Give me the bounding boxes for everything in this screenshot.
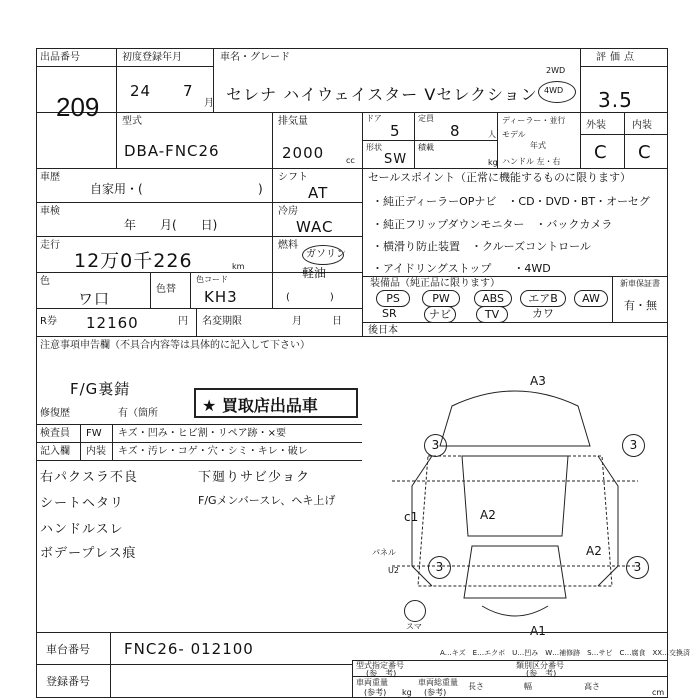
fuel-paren: ( ) [286, 292, 334, 303]
height-label: 高さ [584, 682, 600, 691]
equip-aw: AW [574, 290, 608, 307]
damage-mark-u2: U2 [388, 566, 399, 575]
vehicle-weight-kg: kg [402, 688, 412, 697]
kg-unit: kg [488, 158, 498, 167]
equip-tv: TV [476, 306, 508, 323]
equip-kawa: カワ [532, 307, 554, 320]
color-code-label: 色コード [196, 275, 228, 284]
vehicle-weight-ref: (参考) [364, 688, 387, 697]
sales-line-1: ・純正ディーラーOPナビ ・CD・DVD・BT・オーセグ [372, 195, 650, 208]
doors: 5 [390, 122, 401, 140]
car-damage-diagram [362, 336, 668, 632]
seats: 8 [450, 122, 461, 140]
year-label: 年式 [530, 141, 546, 150]
color-change-label: 色替 [156, 284, 176, 295]
chassis-number: FNC26- 012100 [124, 640, 254, 658]
cm-unit: cm [652, 688, 665, 697]
shift: AT [308, 184, 329, 202]
handle-label: ハンドル 左・右 [502, 157, 561, 166]
exterior-label: 外装 [586, 120, 606, 131]
ac-label: 冷房 [278, 206, 298, 217]
color-label: 色 [40, 276, 50, 287]
inspector-item-1: 右パクスラ不良 [40, 470, 138, 485]
warranty-label: 新車保証書 [620, 279, 660, 288]
damage-mark-panel: パネル [372, 548, 396, 557]
classification-ref: (参 考) [526, 669, 557, 678]
sales-line-4: ・アイドリングストップ ・4WD [372, 262, 551, 275]
notes-text: F/G裏錆 [70, 380, 131, 398]
interior-field: 内装 [86, 446, 106, 457]
tire-front-right: 3 [622, 434, 645, 457]
first-registration-label: 初度登録年月 [122, 52, 182, 63]
equip-airbag: エアB [520, 290, 566, 307]
color: ワ口 [78, 290, 111, 308]
inspection: 年 月( 日) [124, 218, 218, 232]
shape-label: 形状 [366, 143, 382, 152]
shift-label: シフト [278, 172, 308, 183]
mileage: 12万0千226 [74, 250, 193, 272]
type-designation-ref: (参 考) [366, 669, 397, 678]
model-year-label: モデル [502, 130, 526, 139]
damage-mark-a3: A3 [530, 374, 546, 388]
underbody-note-1: 下廻りサビ少ョク [198, 470, 311, 485]
interior-grade: C [638, 142, 652, 163]
inspector-item-4: ボデープレス痕 [40, 546, 137, 561]
gross-weight-ref: (参考) [424, 688, 447, 697]
exterior-grade: C [594, 142, 608, 163]
smart-key-circle [404, 600, 426, 622]
type-designation-label: 型式指定番号 [356, 661, 404, 670]
km-unit: km [232, 262, 245, 271]
inspector-legend-2: キズ・汚レ・コゲ・穴・シミ・キレ・破レ [118, 446, 308, 457]
model: DBA-FNC26 [124, 142, 220, 160]
month-unit: 月 [204, 98, 214, 109]
fuel-gas: ガソリン [306, 249, 346, 260]
sales-line-2: ・純正フリップダウンモニター ・バックカメラ [372, 218, 613, 231]
damage-mark-c1: c1 [404, 510, 419, 524]
warranty: 有・無 [624, 299, 657, 312]
buyer-stamp-text: ★ 買取店出品車 [202, 396, 318, 415]
registration-month: 7 [183, 82, 194, 100]
ac: WAC [296, 218, 334, 236]
classification-label: 類別区分番号 [516, 661, 564, 670]
cc-unit: cc [346, 156, 355, 165]
registration-number-label: 登録番号 [46, 675, 90, 688]
tire-front-left: 3 [424, 434, 447, 457]
history: 自家用・( [90, 182, 143, 196]
gross-weight-label: 車両総重量 [418, 678, 458, 687]
color-code: KH3 [204, 288, 238, 306]
equip-abs: ABS [474, 290, 512, 307]
chassis-label: 車台番号 [46, 643, 90, 656]
dealer-label: ディーラー・並行 [502, 116, 566, 125]
person-unit: 人 [488, 130, 496, 139]
tire-rear-left: 3 [428, 556, 451, 579]
tire-rear-right: 3 [626, 556, 649, 579]
inspector-label: 検査員 [40, 428, 70, 439]
equip-sr: SR [382, 307, 397, 320]
inspection-label: 車検 [40, 206, 60, 217]
smart-key-label: スマ [406, 622, 422, 631]
equipment-label: 装備品（純正品に限ります） [370, 278, 500, 289]
car-name: セレナ ハイウェイスター Vセレクション [226, 85, 538, 104]
sales-line-3: ・横滑り防止装置 ・クルーズコントロール [372, 240, 591, 253]
notes-field-label: 記入欄 [40, 446, 70, 457]
equip-pw: PW [422, 290, 460, 307]
mileage-label: 走行 [40, 240, 60, 251]
inspector-fw: FW [86, 428, 102, 439]
inspector-item-3: ハンドルスレ [40, 522, 124, 537]
lot-number: 209 [56, 92, 100, 122]
drive-4wd: 4WD [544, 86, 564, 95]
name-change: 月 日 [292, 316, 342, 327]
damage-mark-a1: A1 [530, 624, 546, 638]
car-name-label: 車名・グレード [220, 52, 290, 63]
recycle-label: R券 [40, 316, 57, 327]
score: 3.5 [598, 88, 633, 112]
equip-navi: ナビ [424, 306, 456, 323]
repair: 有（箇所 [118, 408, 158, 419]
damage-mark-a2-left: A2 [480, 508, 496, 522]
rear-label: 後日本 [368, 325, 398, 336]
seats-label: 定員 [418, 114, 434, 123]
fuel-diesel: 軽油 [302, 266, 327, 280]
notes-label: 注意事項申告欄（不具合内容等は具体的に記入して下さい） [40, 340, 310, 351]
length-label: 長さ [468, 682, 484, 691]
recycle: 12160 [86, 314, 139, 332]
interior-label: 内装 [632, 120, 652, 131]
score-label: 評価点 [596, 52, 638, 63]
history-close: ) [258, 182, 263, 196]
width-label: 幅 [524, 682, 532, 691]
equip-ps: PS [376, 290, 410, 307]
sales-point-title: セールスポイント（正常に機能するものに限ります） [368, 171, 632, 184]
diagram-legend: A…キズ E…エクボ U…凹み W…補修跡 S…サビ C…腐食 XX…交換済 [440, 649, 691, 657]
damage-mark-a2-right: A2 [586, 544, 602, 558]
displacement-label: 排気量 [278, 116, 308, 127]
doors-label: ドア [366, 114, 382, 123]
underbody-note-2: F/Gメンバースレ、ヘキ上げ [198, 494, 336, 507]
history-label: 車歴 [40, 172, 60, 183]
vehicle-weight-label: 車両重量 [356, 678, 388, 687]
yen-unit: 円 [178, 316, 188, 327]
model-label: 型式 [122, 116, 142, 127]
displacement: 2000 [282, 144, 325, 162]
inspector-legend: キズ・凹み・ヒビ割・リペア跡・×要 [118, 428, 286, 439]
fuel-label: 燃料 [278, 240, 298, 251]
repair-label: 修復歴 [40, 408, 70, 419]
drive-2wd: 2WD [546, 66, 566, 75]
shape: SW [384, 152, 408, 167]
inspector-item-2: シートヘタリ [40, 496, 125, 511]
name-change-label: 名変期限 [202, 316, 242, 327]
lot-number-label: 出品番号 [40, 52, 80, 63]
registration-year: 24 [130, 82, 152, 100]
load-label: 積載 [418, 143, 434, 152]
